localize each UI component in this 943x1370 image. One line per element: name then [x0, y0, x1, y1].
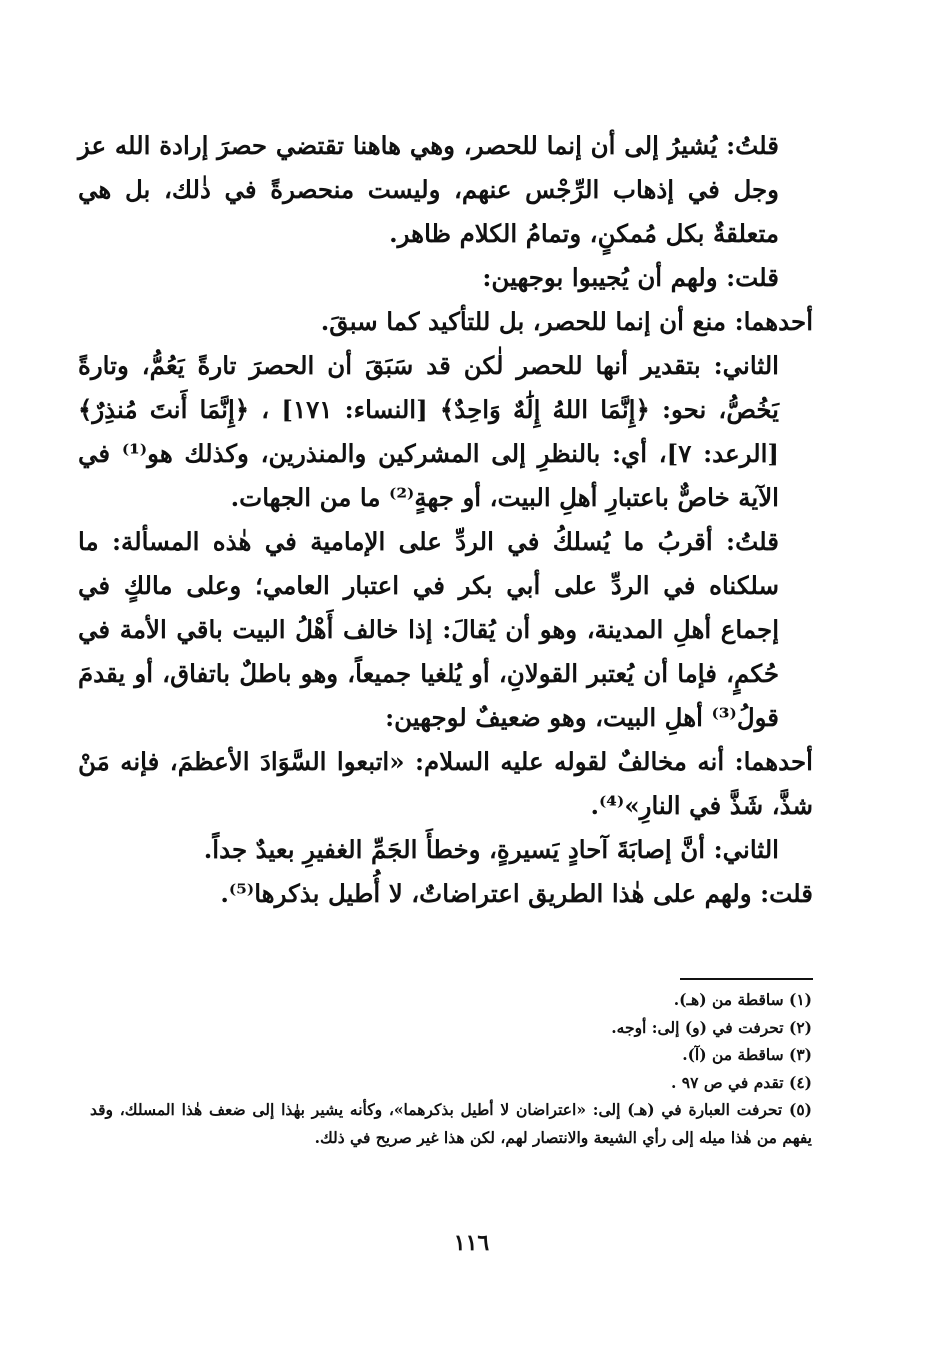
footnote: (٥) تحرفت العبارة في (هـ) إلى: «اعتراضان لا أطيل بذكرهما»، وكأنه يشير بهٰذا إلى ضعف هٰذا المسلك، وقد يفهم من هٰذا ميله إلى رأي الشيعة والانتصار لهم، لكن هذا غير صريح في ذلك. — [90, 1100, 812, 1147]
footnote: (٢) تحرفت في (و) إلى: أوجه. — [611, 1017, 812, 1037]
footnote-separator — [680, 978, 813, 980]
footnote: (٣) ساقطة من (آ). — [682, 1045, 812, 1064]
paragraph: قلتُ: أقربُ ما يُسلكُ في الردِّ على الإمامية في هٰذه المسألة: ما سلكناه في الردِّ على أبي بكر في اعتبار العامي؛ وعلى مالكٍ في إجماع أهلِ المدينة، وهو أن يُقالَ: إذا خالف أَهْلُ البيت باقي الأمة في حُكمٍ، فإما أن يُعتبر القولانِ، أو يُلغيا جميعاً، وهو باطلٌ باتفاق، أو يقدمَ قولُ⁽³⁾ أهلِ البيت، وهو ضعيفٌ لوجهين: — [78, 527, 779, 732]
paragraph: قلت: ولهم أن يُجيبوا بوجهين: — [482, 263, 779, 292]
page-number: ١١٦ — [453, 1230, 490, 1256]
footnotes — [90, 986, 812, 1151]
footnote: (٤) تقدم في ص ٩٧ . — [671, 1072, 812, 1092]
paragraph: قلتُ: يُشيرُ إلى أن إنما للحصر، وهي هاهنا تقتضي حصرَ إرادة الله عز وجل في إذهاب الرِّجْس عنهم، وليست منحصرةً في ذٰلك، بل هي متعلقةٌ بكل مُمكنٍ، وتمامُ الكلام ظاهر. — [78, 131, 779, 248]
footnote: (١) ساقطة من (هـ). — [673, 990, 812, 1009]
paragraph: الثاني: أنَّ إصابَةَ آحادٍ يَسيرةٍ، وخطأَ الجَمِّ الغفيرِ بعيدٌ جداً. — [203, 835, 779, 864]
paragraph: أحدهما: منع أن إنما للحصر، بل للتأكيد كما سبقَ. — [320, 307, 813, 336]
main-text — [78, 124, 813, 916]
paragraph: قلت: ولهم على هٰذا الطريق اعتراضاتٌ، لا أُطيل بذكرها⁽⁵⁾. — [220, 879, 813, 908]
paragraph: أحدهما: أنه مخالفٌ لقوله عليه السلام: «اتبعوا السَّوَادَ الأعظمَ، فإنه مَنْ شذَّ، شَذَّ في النارِ»⁽⁴⁾. — [78, 747, 813, 820]
paragraph: الثاني: بتقدير أنها للحصر لٰكن قد سَبَقَ أن الحصرَ تارةً يَعُمُّ، وتارةً يَخُصُّ، نحو: ﴿إِنَّمَا اللهُ إِلَٰهٌ وَاحِدٌ﴾ [النساء: ١٧١] ، ﴿إِنَّمَا أَنتَ مُنذِرٌ﴾ [الرعد: ٧]، أي: بالنظرِ إلى المشركين والمنذرين، وكذلك هو⁽¹⁾ في الآية خاصٌّ باعتبارِ أهلِ البيت، أو جهةٍ⁽²⁾ ما من الجهات. — [78, 351, 779, 512]
